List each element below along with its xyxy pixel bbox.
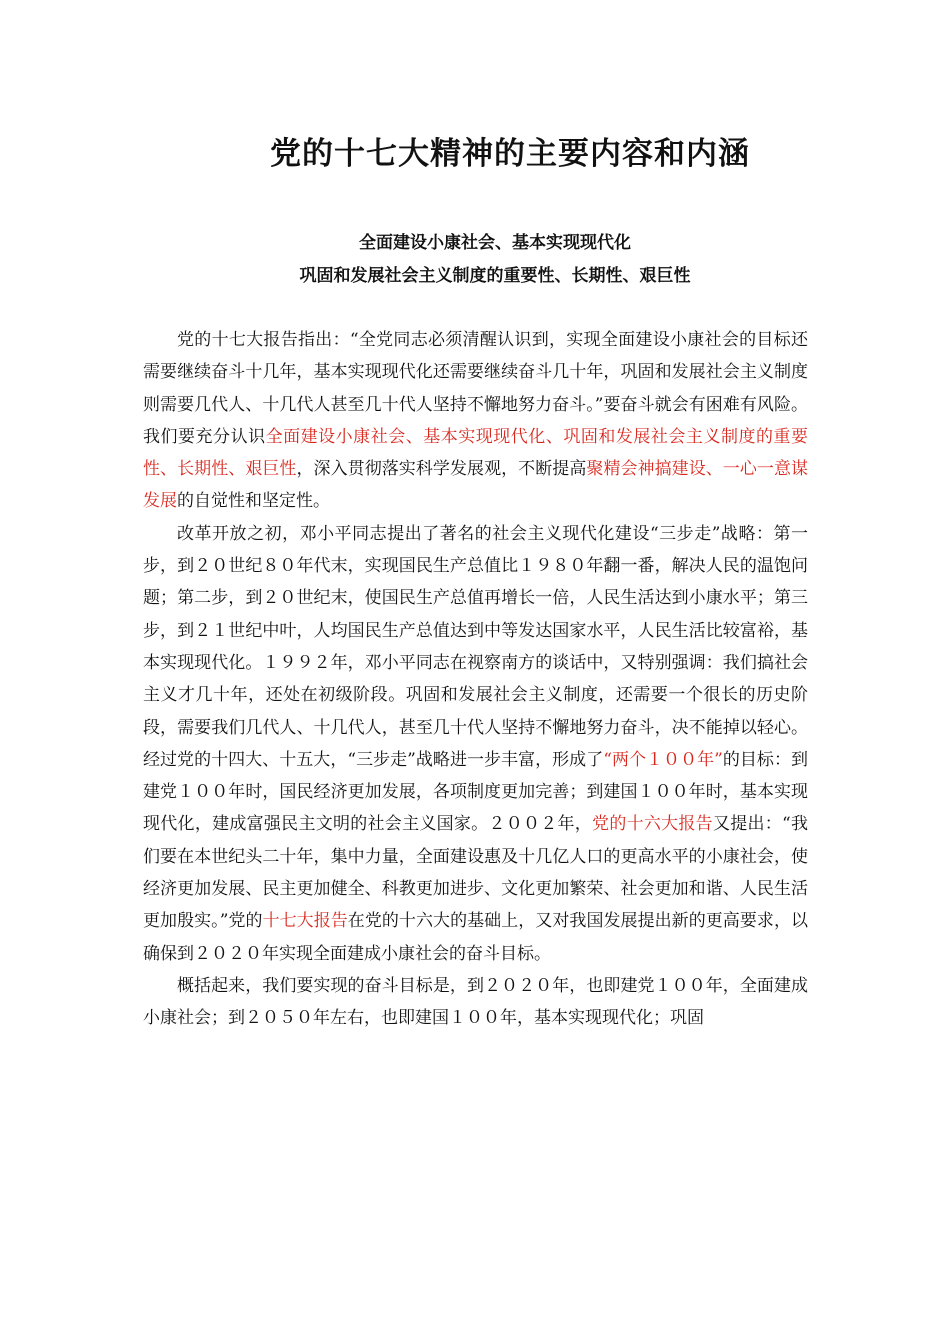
paragraph xyxy=(143,518,808,970)
paragraph xyxy=(143,324,808,518)
document-body xyxy=(143,324,808,1035)
text-run: ，深入贯彻落实科学发展观，不断提高 xyxy=(296,459,587,480)
text-run: 概括起来，我们要实现的奋斗目标是，到２０２０年，也即建党１００年，全面建成小康社会；到２０５０年左右，也即建国１００年，基本实现现代化；巩固 xyxy=(143,975,808,1029)
subtitle-line-2: 巩固和发展社会主义制度的重要性、长期性、艰巨性 xyxy=(299,266,691,286)
text-run: 党的十七大报告指出：“全党同志必须清醒认识到，实现全面建设小康社会的目标还需要继续奋斗十几年，基本实现现代化还需要继续奋斗几十年，巩固和发展社会主义制度则需要几代人、十几代人甚至几十代人坚持不懈地努力奋斗。”要奋斗就会有困难有风险。我们要充分认识 xyxy=(143,330,808,447)
text-run: 的目标：到建党１００年时，国民经济更加发展，各项制度更加完善；到建国１００年时，基本实现现代化，建成富强民主文明的社会主义国家。２００２年， xyxy=(143,749,808,835)
highlighted-text: 聚精会神搞建设、一心一意谋发展 xyxy=(143,459,809,512)
highlighted-text: 十七大报告 xyxy=(262,911,348,932)
text-run: 在党的十六大的基础上，又对我国发展提出新的更高要求，以确保到２０２０年实现全面建成小康社会的奋斗目标。 xyxy=(143,911,808,964)
text-run: 的自觉性和坚定性。 xyxy=(177,491,330,512)
highlighted-text: “两个１００年” xyxy=(603,749,723,770)
text-run: 又提出：“我们要在本世纪头二十年，集中力量，全面建设惠及十几亿人口的更高水平的小康社会，使经济更加发展、民主更加健全、科教更加进步、文化更加繁荣、社会更加和谐、人民生活更加殷实。”党的 xyxy=(143,814,808,932)
document-title: 党的十七大精神的主要内容和内涵 xyxy=(270,136,750,172)
subtitle-line-1: 全面建设小康社会、基本实现现代化 xyxy=(359,233,631,253)
highlighted-text: 党的十六大报告 xyxy=(592,814,713,835)
text-run: 改革开放之初，邓小平同志提出了著名的社会主义现代化建设“三步走”战略：第一步，到２０世纪８０年代末，实现国民生产总值比１９８０年翻一番，解决人民的温饱问题；第二步，到２０世纪末，使国民生产总值再增长一倍，人民生活达到小康水平；第三步，到２１世纪中叶，人均国民生产总值达到中等发达国家水平，人民生活比较富裕，基本实现现代化。１９９２年，邓小平同志在视察南方的谈话中，又特别强调：我们搞社会主义才几十年，还处在初级阶段。巩固和发展社会主义制度，还需要一个很长的历史阶段，需要我们几代人、十几代人，甚至几十代人坚持不懈地努力奋斗，决不能掉以轻心。经过党的十四大、十五大，“三步走”战略进一步丰富，形成了 xyxy=(143,523,808,770)
paragraph xyxy=(143,970,808,1035)
highlighted-text: 全面建设小康社会、基本实现现代化、巩固和发展社会主义制度的重要性、长期性、艰巨性 xyxy=(143,426,809,480)
